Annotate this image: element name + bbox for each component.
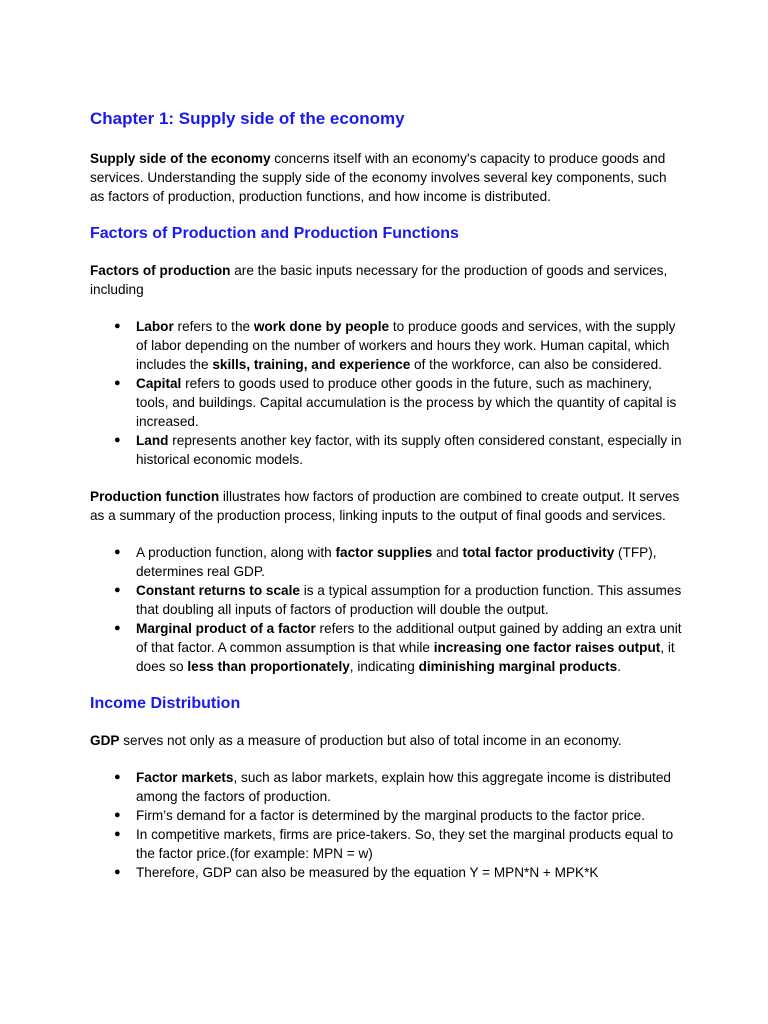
income-list bbox=[90, 768, 682, 882]
bullet-icon: ● bbox=[114, 320, 121, 332]
bullet-icon: ● bbox=[114, 771, 121, 783]
list-item: ● Marginal product of a factor refers to the additional output gained by adding an extra unit of that factor. A common assumption is that while increasing one factor raises output, it does so less than proportionately, indicating diminishing marginal products. bbox=[114, 621, 682, 674]
list-item: ● In competitive markets, firms are price-takers. So, they set the marginal products equal to the factor price.(for example: MPN = w) bbox=[114, 827, 674, 861]
list-item: ● Therefore, GDP can also be measured by the equation Y = MPN*N + MPK*K bbox=[114, 865, 599, 880]
bullet-icon: ● bbox=[114, 622, 121, 634]
production-function-paragraph: Production function illustrates how factors of production are combined to create output. It serves as a summary of the production process, linking inputs to the output of final goods and services. bbox=[90, 489, 680, 523]
list-item: ● Labor refers to the work done by people to produce goods and services, with the supply of labor depending on the number of workers and hours they work. Human capital, which includes the skills, training, and experience of the workforce, can also be considered. bbox=[114, 319, 676, 372]
intro-paragraph: Supply side of the economy concerns itself with an economy's capacity to produce goods and services. Understanding the supply side of the economy involves several key components, such as factors of production, production functions, and how income is distributed. bbox=[90, 151, 667, 204]
section-heading-income: Income Distribution bbox=[90, 695, 241, 712]
production-function-list bbox=[90, 543, 682, 676]
bullet-icon: ● bbox=[114, 546, 121, 558]
list-item: ● Land represents another key factor, with its supply often considered constant, especially in historical economic models. bbox=[114, 433, 682, 467]
bullet-icon: ● bbox=[114, 828, 121, 840]
factors-paragraph: Factors of production are the basic inputs necessary for the production of goods and services, including bbox=[90, 263, 668, 297]
list-item: ● Firm’s demand for a factor is determined by the marginal products to the factor price. bbox=[114, 808, 645, 823]
list-item: ● Factor markets, such as labor markets, explain how this aggregate income is distributed among the factors of production. bbox=[114, 770, 671, 804]
chapter-title: Chapter 1: Supply side of the economy bbox=[90, 109, 405, 128]
bullet-icon: ● bbox=[114, 584, 121, 596]
intro-term: Supply side of the economy bbox=[90, 151, 271, 166]
bullet-icon: ● bbox=[114, 866, 121, 878]
document-page bbox=[90, 108, 682, 900]
section-heading-factors: Factors of Production and Production Functions bbox=[90, 225, 459, 242]
factors-list bbox=[90, 317, 682, 469]
gdp-paragraph: GDP serves not only as a measure of production but also of total income in an economy. bbox=[90, 733, 622, 748]
bullet-icon: ● bbox=[114, 434, 121, 446]
bullet-icon: ● bbox=[114, 377, 121, 389]
list-item: ● Constant returns to scale is a typical assumption for a production function. This assumes that doubling all inputs of factors of production will double the output. bbox=[114, 583, 682, 617]
list-item: ● Capital refers to goods used to produce other goods in the future, such as machinery, tools, and buildings. Capital accumulation is the process by which the quantity of capital is increased. bbox=[114, 376, 677, 429]
list-item: ● A production function, along with factor supplies and total factor productivity (TFP), determines real GDP. bbox=[114, 545, 657, 579]
bullet-icon: ● bbox=[114, 809, 121, 821]
